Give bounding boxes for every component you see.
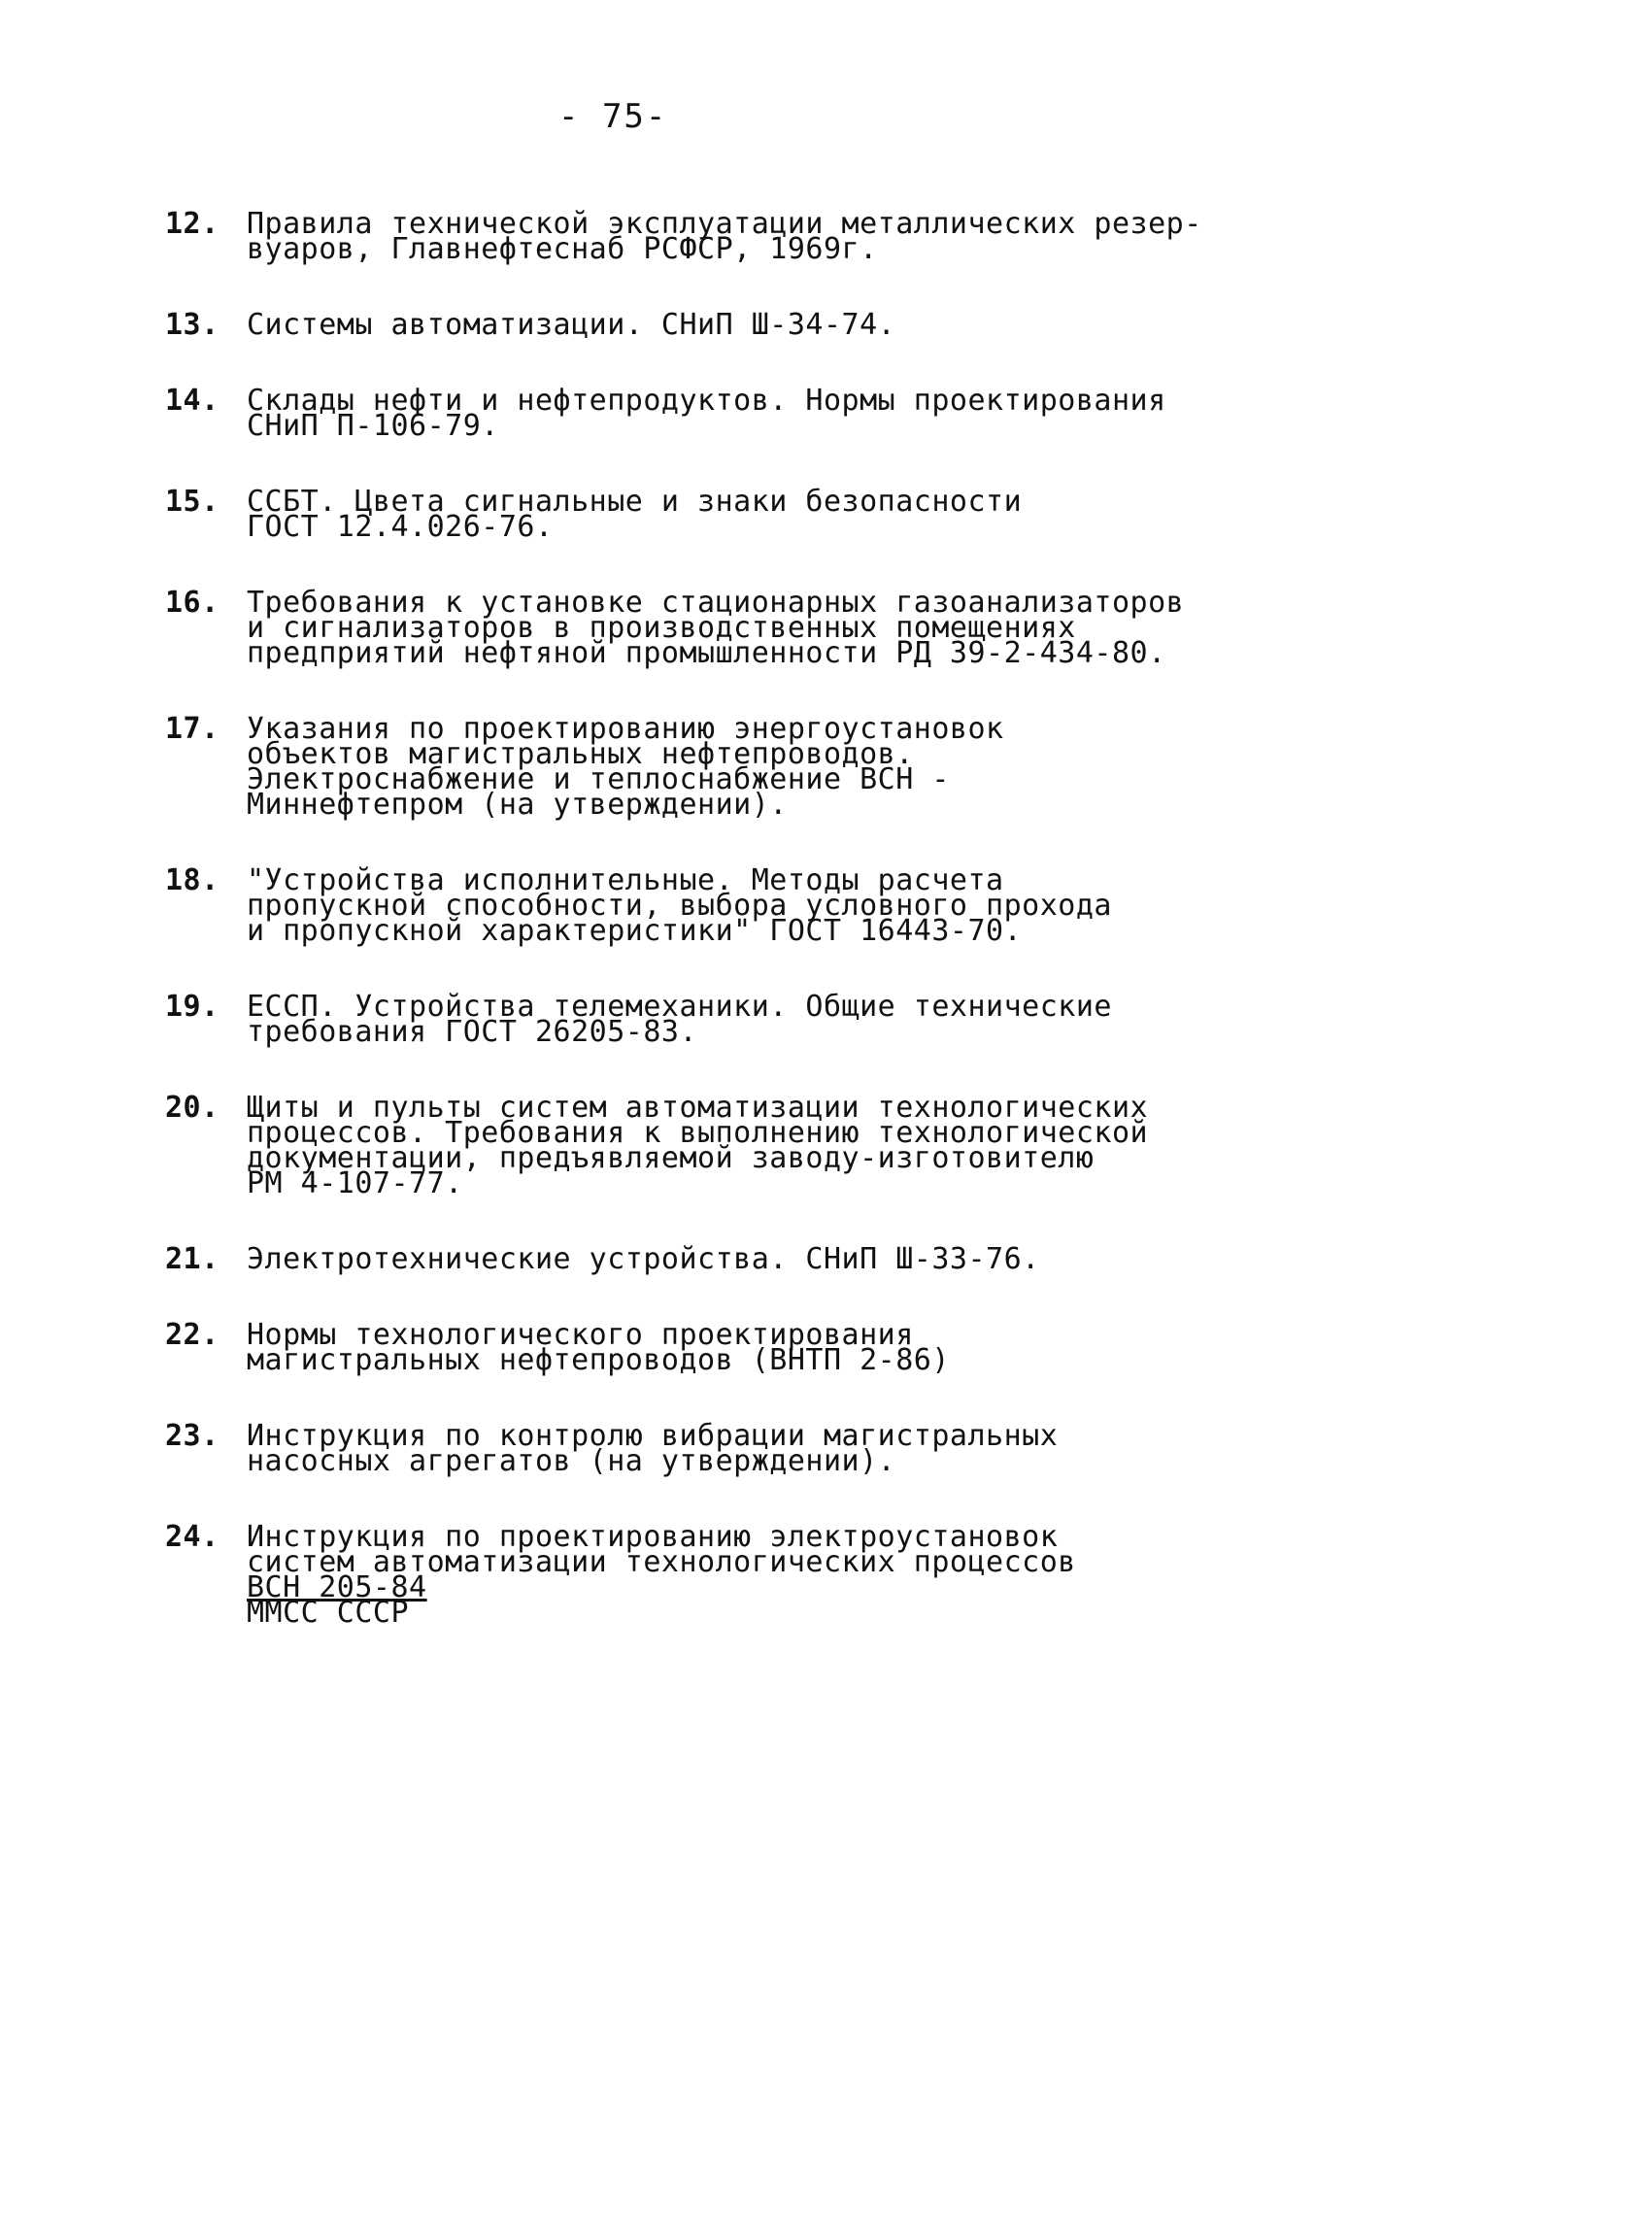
reference-item [165, 1419, 1428, 1478]
reference-text-line: Системы автоматизации. СНиП Ш-34-74. [247, 308, 896, 342]
reference-text-line: и сигнализаторов в производственных помещениях [247, 611, 1076, 645]
reference-text-line: и пропускной характеристики" ГОСТ 16443-70. [247, 914, 1023, 948]
reference-item [165, 586, 1428, 670]
reference-number: 17. [165, 712, 219, 746]
reference-text-line: РМ 4-107-77. [247, 1166, 463, 1200]
reference-text-line: Правила технической эксплуатации металлических резер- [247, 207, 1202, 241]
reference-number: 20. [165, 1091, 219, 1125]
reference-text-line: Нормы технологического проектирования [247, 1318, 914, 1352]
reference-text-line: Электроснабжение и теплоснабжение ВСН - [247, 762, 950, 796]
reference-text-line: Щиты и пульты систем автоматизации технологических [247, 1091, 1149, 1125]
reference-text-line: Электротехнические устройства. СНиП Ш-33-76. [247, 1242, 1040, 1276]
reference-text-line: ГОСТ 12.4.026-76. [247, 510, 554, 544]
reference-text-line: Требования к установке стационарных газоанализаторов [247, 586, 1185, 620]
reference-item [165, 1520, 1428, 1630]
reference-item [165, 990, 1428, 1049]
reference-number: 19. [165, 990, 219, 1024]
reference-text-line: процессов. Требования к выполнению технологической [247, 1116, 1149, 1150]
reference-number: 13. [165, 308, 219, 342]
reference-item [165, 485, 1428, 544]
reference-item [165, 384, 1428, 443]
reference-item [165, 1318, 1428, 1377]
reference-text-line: Указания по проектированию энергоустановок [247, 712, 1004, 746]
reference-text-line: магистральных нефтепроводов (ВНТП 2-86) [247, 1343, 950, 1377]
reference-item [165, 712, 1428, 822]
reference-text-line: Инструкция по проектированию электроустановок [247, 1520, 1059, 1554]
reference-text-line: Миннефтепром (на утверждении). [247, 788, 788, 822]
reference-item [165, 1242, 1428, 1276]
reference-text-line: систем автоматизации технологических процессов [247, 1545, 1076, 1579]
reference-number: 14. [165, 384, 219, 418]
reference-text-line: ЕССП. Устройства телемеханики. Общие технические [247, 990, 1112, 1024]
reference-text-line: предприятий нефтяной промышленности РД 39-2-434-80. [247, 636, 1166, 670]
reference-number: 21. [165, 1242, 219, 1276]
reference-text-line: Инструкция по контролю вибрации магистральных [247, 1419, 1059, 1453]
reference-item [165, 1091, 1428, 1200]
reference-number: 15. [165, 485, 219, 519]
reference-text-line: объектов магистральных нефтепроводов. [247, 737, 914, 771]
reference-text-line: ССБТ. Цвета сигнальные и знаки безопасности [247, 485, 1023, 519]
reference-text-line: пропускной способности, выбора условного прохода [247, 889, 1112, 923]
reference-number: 16. [165, 586, 219, 620]
reference-text-line: СНиП П-106-79. [247, 409, 499, 443]
reference-item [165, 207, 1428, 266]
reference-text-line: документации, предъявляемой заводу-изготовителю [247, 1141, 1095, 1175]
reference-number: 18. [165, 863, 219, 897]
reference-text-line: Склады нефти и нефтепродуктов. Нормы проектирования [247, 384, 1166, 418]
reference-text-line: ВСН 205-84 [247, 1570, 427, 1604]
reference-item [165, 863, 1428, 948]
reference-text-line: насосных агрегатов (на утверждении). [247, 1444, 896, 1478]
reference-number: 12. [165, 207, 219, 241]
reference-list [165, 207, 1428, 1676]
reference-text-line: "Устройства исполнительные. Методы расчета [247, 863, 1004, 897]
reference-number: 22. [165, 1318, 219, 1352]
page-number: - 75- [558, 97, 668, 136]
reference-item [165, 308, 1428, 342]
reference-text-line: вуаров, Главнефтеснаб РСФСР, 1969г. [247, 232, 878, 266]
reference-number: 24. [165, 1520, 219, 1554]
reference-number: 23. [165, 1419, 219, 1453]
reference-text-line: ММСС СССР [247, 1596, 410, 1630]
reference-text-line: требования ГОСТ 26205-83. [247, 1015, 698, 1049]
